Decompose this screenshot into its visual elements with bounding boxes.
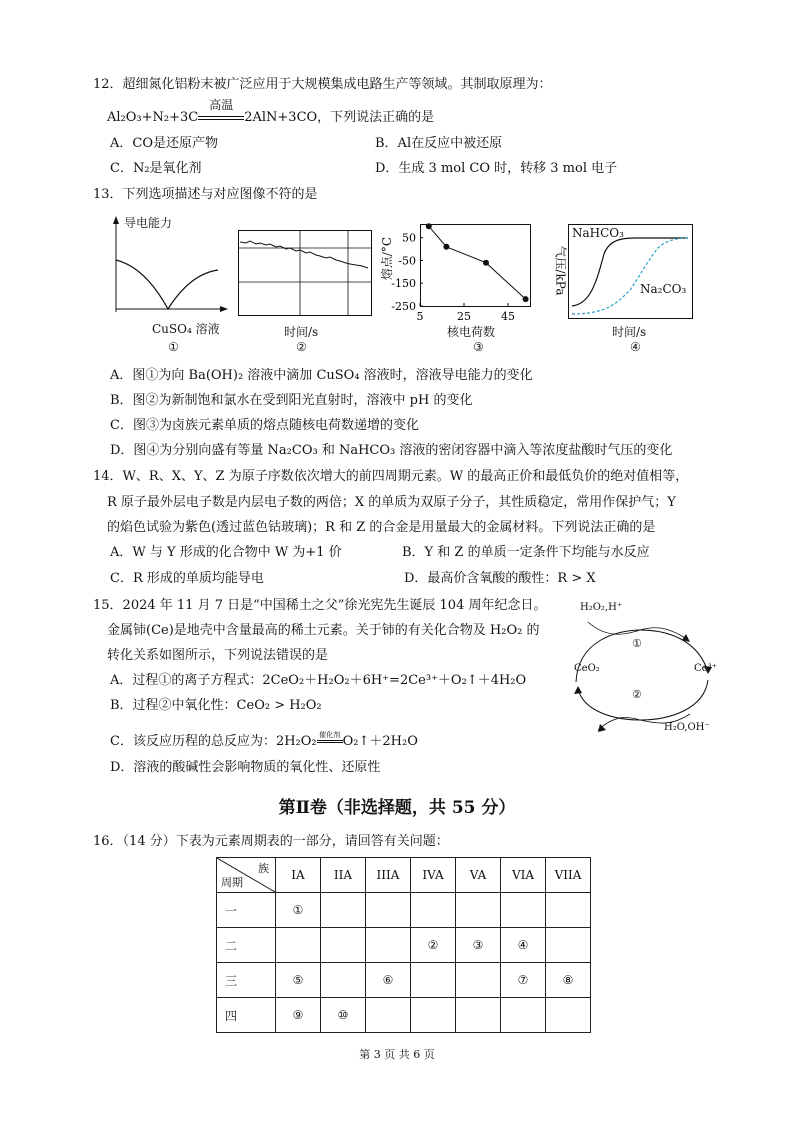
fig3-xtick-label: 5 <box>416 310 424 323</box>
group-header: IIA <box>321 858 366 893</box>
q15-option-d: D．溶液的酸碱性会影响物质的氧化性、还原性 <box>110 760 381 775</box>
lower-cross-arrow <box>598 724 606 732</box>
period-label: 四 <box>217 998 276 1033</box>
fig3-xtick-label: 45 <box>501 310 515 323</box>
q12-option-b: B．Al在反应中被还原 <box>375 136 503 151</box>
fig3-data-point <box>426 223 432 229</box>
table-cell: ⑨ <box>276 998 321 1033</box>
fig1-number: ① <box>168 340 179 354</box>
table-cell <box>411 998 456 1033</box>
q12-eq-left: Al₂O₃+N₂+3C <box>107 110 199 125</box>
table-cell <box>321 928 366 963</box>
q15-c-condition: 催化剂 <box>317 733 343 751</box>
fig2-number: ② <box>296 340 307 354</box>
table-cell: ② <box>411 928 456 963</box>
q14-option-a: A．W 与 Y 形成的化合物中 W 为+1 价 <box>110 545 342 560</box>
table-cell <box>411 893 456 928</box>
fig3-xtick-label: 25 <box>457 310 471 323</box>
table-row <box>217 893 591 928</box>
fig1-xlabel: CuSO₄ 溶液 <box>152 322 220 336</box>
fig3-frame <box>421 225 531 307</box>
table-cell <box>411 963 456 998</box>
corner-period-label: 周期 <box>221 876 243 889</box>
figure-3 <box>375 222 545 336</box>
q15-c-right: O₂↑＋2H₂O <box>342 734 418 749</box>
table-cell: ⑩ <box>321 998 366 1033</box>
fig4-xlabel: 时间/s <box>612 325 647 339</box>
q12-stem: 12．超细氮化铝粉末被广泛应用于大规模集成电路生产等领域。其制取原理为： <box>93 77 552 92</box>
fig3-ylabel: 熔点/°C <box>380 236 395 281</box>
q12-option-c: C．N₂是氧化剂 <box>110 161 202 176</box>
q15-diag-bottom: H₂O,OH⁻ <box>664 722 710 733</box>
fig3-line <box>429 226 526 299</box>
section-title: 第Ⅱ卷（非选择题，共 55 分） <box>278 798 516 818</box>
fig3-data-point <box>523 296 529 302</box>
table-cell <box>546 928 591 963</box>
group-header: VIA <box>501 858 546 893</box>
fig1-y-arrow <box>113 216 119 224</box>
fig2-curve <box>240 241 368 268</box>
table-corner <box>217 858 276 893</box>
group-header: VA <box>456 858 501 893</box>
q13-option-b: B．图②为新制饱和氯水在受到阳光直射时，溶液中 pH 的变化 <box>110 393 473 408</box>
q13-option-d: D．图④为分别向盛有等量 Na₂CO₃ 和 NaHCO₃ 溶液的密闭容器中滴入等浓度盐酸时气压的变化 <box>110 443 673 458</box>
group-header: VIIA <box>546 858 591 893</box>
q12-option-a: A．CO是还原产物 <box>110 136 218 151</box>
period-label: 三 <box>217 963 276 998</box>
table-cell: ③ <box>456 928 501 963</box>
group-header: IA <box>276 858 321 893</box>
figure-3-chart <box>375 222 545 332</box>
table-row <box>217 928 591 963</box>
q14-line-2: R 原子最外层电子数是内层电子数的两倍；X 的单质为双原子分子，其性质稳定，常用作保护气；Y <box>107 495 676 510</box>
q15-option-a: A．过程①的离子方程式：2CeO₂＋H₂O₂＋6H⁺=2Ce³⁺＋O₂↑＋4H₂O <box>110 673 527 688</box>
table-row <box>217 998 591 1033</box>
fig4-series2-label: Na₂CO₃ <box>640 282 687 296</box>
table-cell <box>321 963 366 998</box>
q13-option-a: A．图①为向 Ba(OH)₂ 溶液中滴加 CuSO₄ 溶液时，溶液导电能力的变化 <box>110 368 533 383</box>
fig1-curve <box>116 260 218 309</box>
fig3-number: ③ <box>473 340 484 354</box>
table-cell <box>456 893 501 928</box>
table-cell <box>276 928 321 963</box>
q14-option-c: C．R 形成的单质均能导电 <box>110 571 264 586</box>
q12-equation <box>107 98 435 127</box>
table-cell: ⑧ <box>546 963 591 998</box>
table-cell <box>366 928 411 963</box>
q15-diag-right: Ce³⁺ <box>694 663 717 674</box>
periodic-table-header-row <box>217 858 591 893</box>
q15-line-1: 15．2024 年 11 月 7 日是“中国稀土之父”徐光宪先生诞辰 104 周年纪念日。 <box>93 598 547 613</box>
fig3-ytick-label: 50 <box>402 231 416 245</box>
q12-eq-condition: 高温 <box>198 109 244 127</box>
period-label: 一 <box>217 893 276 928</box>
table-cell <box>501 893 546 928</box>
table-cell: ④ <box>501 928 546 963</box>
q14-line-1: 14．W、R、X、Y、Z 为原子序数依次增大的前四周期元素。W 的最高正价和最低负价的绝对值相等， <box>93 469 689 484</box>
periodic-table <box>216 857 591 1033</box>
fig3-xlabel: 核电荷数 <box>447 325 496 339</box>
fig1-x-arrow <box>220 306 228 312</box>
table-cell <box>366 893 411 928</box>
lower-arc <box>578 680 708 720</box>
q15-diag-top: H₂O₂,H⁺ <box>580 602 623 613</box>
table-cell: ⑦ <box>501 963 546 998</box>
q13-option-c: C．图③为卤族元素单质的熔点随核电荷数递增的变化 <box>110 418 419 433</box>
table-cell: ① <box>276 893 321 928</box>
q14-option-b: B．Y 和 Z 的单质一定条件下均能与水反应 <box>402 545 650 560</box>
corner-group-label: 族 <box>258 862 269 875</box>
table-cell <box>501 998 546 1033</box>
table-row <box>217 963 591 998</box>
q15-diag-process2: ② <box>632 688 642 701</box>
table-cell: ⑤ <box>276 963 321 998</box>
table-cell <box>546 998 591 1033</box>
period-label: 二 <box>217 928 276 963</box>
q16-stem: 16．（14 分）下表为元素周期表的一部分，请回答有关问题： <box>93 834 449 849</box>
group-header: IVA <box>411 858 456 893</box>
fig4-series1-label: NaHCO₃ <box>572 226 624 240</box>
fig4-na2co3-curve <box>572 238 688 314</box>
table-cell <box>366 998 411 1033</box>
group-header: IIIA <box>366 858 411 893</box>
q12-option-d: D．生成 3 mol CO 时，转移 3 mol 电子 <box>375 161 618 176</box>
table-cell: ⑥ <box>366 963 411 998</box>
fig4-ylabel: 气压/kPa <box>553 245 568 296</box>
fig3-data-point <box>443 244 449 250</box>
q15-c-left: C．该反应历程的总反应为：2H₂O₂ <box>110 734 317 749</box>
table-cell <box>456 998 501 1033</box>
fig1-ylabel: 导电能力 <box>124 216 173 230</box>
q14-line-3: 的焰色试验为紫色(透过蓝色钴玻璃)；R 和 Z 的合金是用量最大的金属材料。下列说法正确的是 <box>107 520 656 535</box>
lower-arc-arrow <box>574 686 582 694</box>
page-footer: 第 3 页 共 6 页 <box>359 1048 435 1061</box>
q15-diag-left: CeO₂ <box>574 663 600 674</box>
q15-line-2: 金属铈(Ce)是地壳中含量最高的稀土元素。关于铈的有关化合物及 H₂O₂ 的 <box>107 623 540 638</box>
table-cell <box>546 893 591 928</box>
q14-option-d: D．最高价含氧酸的酸性：R > X <box>404 571 596 586</box>
fig3-ytick-label: -50 <box>398 254 416 268</box>
fig3-ytick-label: -150 <box>391 277 416 291</box>
upper-arc <box>576 630 708 682</box>
q12-eq-right: 2AlN+3CO，下列说法正确的是 <box>244 110 435 125</box>
q15-option-b: B．过程②中氧化性：CeO₂ > H₂O₂ <box>110 698 322 713</box>
q13-stem: 13．下列选项描述与对应图像不符的是 <box>93 187 318 202</box>
figure-2 <box>238 230 372 320</box>
q15-diag-process1: ① <box>632 637 642 650</box>
q15-option-c <box>110 733 418 751</box>
fig2-xlabel: 时间/s <box>284 325 319 339</box>
fig3-ytick-label: -250 <box>391 300 416 313</box>
q15-line-3: 转化关系如图所示，下列说法错误的是 <box>107 648 329 663</box>
fig4-number: ④ <box>630 340 641 354</box>
table-cell <box>456 963 501 998</box>
figure-2-plot <box>238 230 372 316</box>
table-cell <box>321 893 366 928</box>
fig3-data-point <box>483 260 489 266</box>
